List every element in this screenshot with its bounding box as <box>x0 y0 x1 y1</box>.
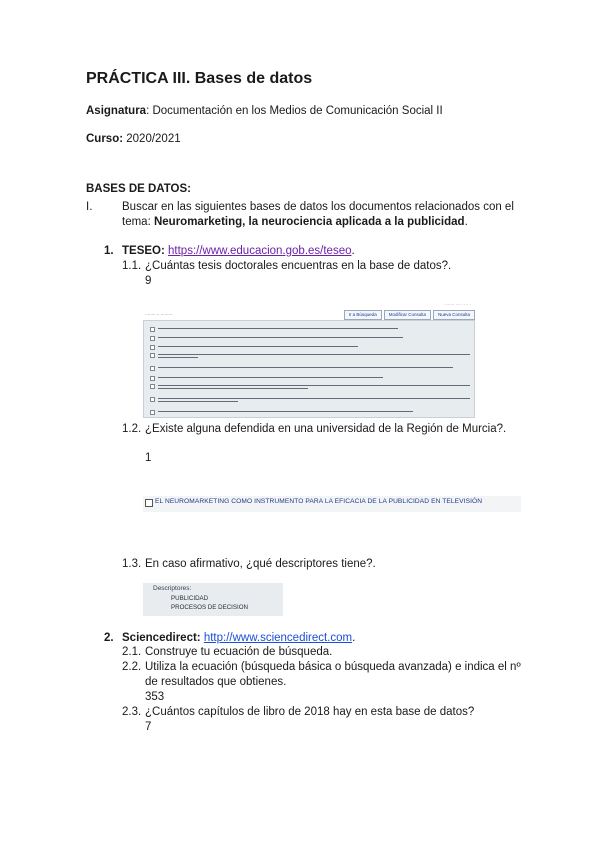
result-text-line <box>158 367 453 368</box>
result-row <box>150 396 468 405</box>
page-title: PRÁCTICA III. Bases de datos <box>86 70 313 87</box>
result-checkbox[interactable] <box>150 353 155 358</box>
result-row <box>150 365 450 374</box>
subitem-1-1-answer: 9 <box>145 275 152 287</box>
item-2-number: 2. <box>104 632 114 644</box>
result-text-line <box>158 357 198 358</box>
intro-line-2-suffix: . <box>464 216 468 228</box>
result-checkbox[interactable] <box>150 345 155 350</box>
descriptores-heading: Descriptores: <box>153 585 192 592</box>
subitem-1-1-question: ¿Cuántas tesis doctorales encuentras en la base de datos?. <box>145 260 452 272</box>
curso-label: Curso: <box>86 133 124 145</box>
asignatura-line <box>86 105 443 117</box>
subitem-2-1-question: Construye tu ecuación de búsqueda. <box>145 646 333 658</box>
subitem-1-1-number: 1.1. <box>122 260 142 272</box>
subitem-2-2-question-line-1: Utiliza la ecuación (búsqueda básica o búsqueda avanzada) e indica el nº <box>145 661 521 673</box>
result-checkbox[interactable] <box>150 336 155 341</box>
result-text-line <box>158 388 308 389</box>
result-text-line <box>158 328 398 329</box>
result-row <box>150 352 468 361</box>
tab-nueva-consulta[interactable]: Nueva Consulta <box>433 310 475 320</box>
result-checkbox[interactable] <box>150 376 155 381</box>
result-checkbox[interactable] <box>150 397 155 402</box>
descriptor-item: PUBLICIDAD <box>171 595 209 602</box>
item-1-name: TESEO: <box>122 245 165 257</box>
result-checkbox[interactable] <box>150 410 155 415</box>
tab-ir-busqueda[interactable]: Ir a Búsqueda <box>344 310 382 320</box>
subitem-2-2-question-line-2: de resultados que obtienes. <box>145 676 287 688</box>
subitem-2-2-number: 2.2. <box>122 661 142 673</box>
teseo-results-panel <box>143 320 475 418</box>
subitem-1-3-question: En caso afirmativo, ¿qué descriptores tiene?. <box>145 558 376 570</box>
tab-modificar-consulta[interactable]: Modificar Consulta <box>384 310 431 320</box>
sciencedirect-link[interactable]: http://www.sciencedirect.com <box>203 632 353 644</box>
result-checkbox[interactable] <box>150 384 155 389</box>
murcia-result-screenshot <box>143 496 521 512</box>
subitem-2-2-answer: 353 <box>145 691 165 703</box>
screenshot-caption-blur: ········ ···· ·· ·· · <box>443 302 471 307</box>
asignatura-value: : Documentación en los Medios de Comunicación Social II <box>146 105 443 117</box>
subitem-1-2-number: 1.2. <box>122 423 142 435</box>
teseo-results-screenshot <box>143 302 475 418</box>
result-text-line <box>158 346 358 347</box>
result-text-line <box>158 411 413 412</box>
item-1-heading <box>122 245 355 257</box>
subitem-1-2-question: ¿Existe alguna defendida en una universidad de la Región de Murcia?. <box>145 423 507 435</box>
intro-line-2-prefix: tema: <box>122 216 154 228</box>
result-text-line <box>158 337 403 338</box>
result-checkbox[interactable] <box>150 366 155 371</box>
item-1-url-suffix: . <box>351 245 355 257</box>
teseo-toolbar-left-text: ········ ·· ········· <box>145 312 173 317</box>
subitem-2-3-question: ¿Cuántos capítulos de libro de 2018 hay en esta base de datos? <box>145 706 475 718</box>
result-row <box>150 326 390 335</box>
item-1-number: 1. <box>104 245 114 257</box>
result-row <box>150 335 400 344</box>
section-heading: BASES DE DATOS: <box>86 183 192 195</box>
result-text-line <box>158 377 383 378</box>
intro-line-2 <box>122 216 468 228</box>
item-2-heading <box>122 632 355 644</box>
result-text-line <box>158 354 470 355</box>
result-row <box>150 383 468 392</box>
subitem-2-3-number: 2.3. <box>122 706 142 718</box>
result-text-line <box>158 401 238 402</box>
asignatura-label: Asignatura <box>86 105 147 117</box>
murcia-result-title[interactable]: EL NEUROMARKETING COMO INSTRUMENTO PARA LA EFICACIA DE LA PUBLICIDAD EN TELEVISIÓN <box>155 498 483 505</box>
teseo-link[interactable]: https://www.educacion.gob.es/teseo <box>168 245 352 257</box>
item-2-url-suffix: . <box>352 632 356 644</box>
teseo-toolbar <box>143 310 475 320</box>
result-text-line <box>158 398 470 399</box>
subitem-1-2-answer: 1 <box>145 452 152 464</box>
subitem-1-3-number: 1.3. <box>122 558 142 570</box>
result-checkbox[interactable] <box>145 499 153 507</box>
result-text-line <box>158 385 470 386</box>
descriptor-item: PROCESOS DE DECISION <box>171 604 249 611</box>
descriptores-screenshot <box>143 583 283 616</box>
intro-topic: Neuromarketing, la neurociencia aplicada a la publicidad <box>153 216 465 228</box>
item-2-name: Sciencedirect: <box>122 632 201 644</box>
curso-line <box>86 133 181 145</box>
teseo-tabs <box>344 310 475 320</box>
intro-marker: I. <box>86 201 93 213</box>
result-row <box>150 409 410 418</box>
subitem-2-1-number: 2.1. <box>122 646 142 658</box>
subitem-2-3-answer: 7 <box>145 721 152 733</box>
intro-line-1: Buscar en las siguientes bases de datos los documentos relacionados con el <box>122 201 514 213</box>
result-checkbox[interactable] <box>150 327 155 332</box>
curso-value: 2020/2021 <box>123 133 181 145</box>
